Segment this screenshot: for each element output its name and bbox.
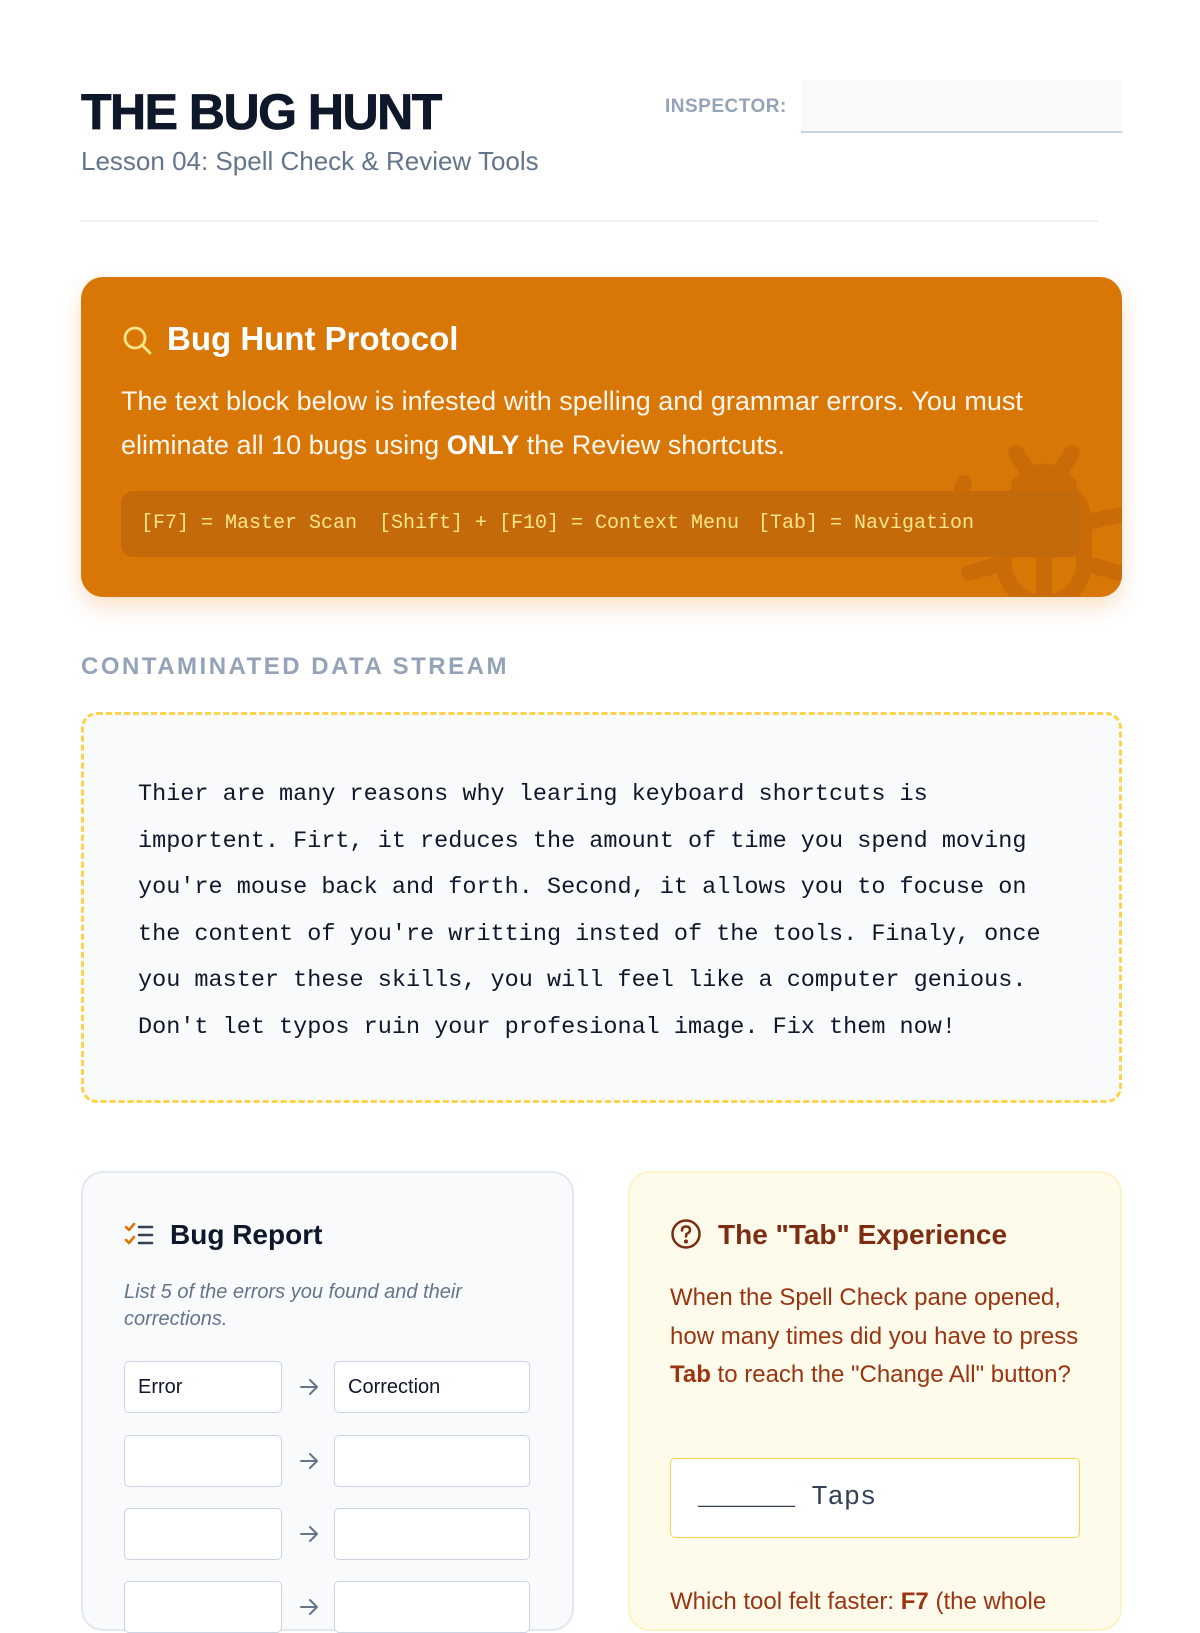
report-row [124, 1508, 534, 1560]
protocol-text-part2: the Review shortcuts. [519, 430, 785, 460]
report-row [124, 1581, 534, 1633]
stream-line: you're mouse back and forth. Second, it allows you to focuse on [138, 874, 1027, 902]
tab-question-part1: When the Spell Check pane opened, how many times did you have to press [670, 1284, 1079, 1350]
lesson-subtitle: Lesson 04: Spell Check & Review Tools [81, 146, 539, 176]
taps-unit: Taps [811, 1483, 877, 1513]
question-circle-icon [670, 1218, 702, 1250]
tab-experience-card [628, 1171, 1122, 1631]
inspector-label: INSPECTOR: [665, 96, 787, 117]
shortcut-navigation: [Tab] = Navigation [758, 512, 975, 535]
bug-report-title: Bug Report [170, 1219, 323, 1250]
error-input[interactable] [124, 1581, 282, 1633]
shortcut-master-scan: [F7] = Master Scan [141, 512, 358, 535]
protocol-text-emphasis: ONLY [446, 430, 520, 460]
checklist-icon [124, 1221, 154, 1249]
report-row [124, 1361, 534, 1413]
error-input[interactable] [124, 1435, 282, 1487]
bug-hunt-protocol-card [81, 277, 1122, 597]
shortcut-bar [121, 491, 1081, 557]
correction-input[interactable] [334, 1435, 530, 1487]
stream-line: the content of you're writting insted of the tools. Finaly, once [138, 920, 1041, 948]
arrow-right-icon [298, 1376, 320, 1398]
tab-question-part2: to reach the "Change All" button? [710, 1361, 1071, 1388]
stream-line: Thier are many reasons why learing keyboard shortcuts is [138, 781, 928, 808]
inspector-input[interactable] [801, 80, 1122, 133]
bug-report-instructions: List 5 of the errors you found and their corrections. [124, 1281, 462, 1330]
arrow-right-icon [298, 1523, 320, 1545]
shortcut-context-menu: [Shift] + [F10] = Context Menu [379, 512, 740, 535]
error-input[interactable] [124, 1361, 282, 1413]
arrow-right-icon [298, 1450, 320, 1472]
tool-question-part2: (the whole [928, 1588, 1047, 1615]
page-title: THE BUG HUNT [81, 84, 441, 140]
search-icon [121, 324, 153, 356]
correction-input[interactable] [334, 1361, 530, 1413]
protocol-text-part1: The text block below is infested with spelling and grammar errors. You must eliminate all 10 bugs using [121, 386, 1023, 460]
protocol-title: Bug Hunt Protocol [167, 320, 459, 357]
tool-question-part1: Which tool felt faster: [670, 1588, 901, 1615]
protocol-description [121, 379, 1081, 467]
stream-line: Don't let typos ruin your profesional image. Fix them now! [138, 1013, 956, 1041]
report-row [124, 1435, 534, 1487]
page-header [81, 0, 1098, 222]
correction-input[interactable] [334, 1581, 530, 1633]
correction-input[interactable] [334, 1508, 530, 1560]
tab-question [670, 1279, 1090, 1395]
stream-section-label: CONTAMINATED DATA STREAM [81, 653, 509, 680]
stream-line: importent. Firt, it reduces the amount of time you spend moving [138, 827, 1027, 855]
stream-line: you master these skills, you will feel like a computer genious. [138, 967, 1027, 995]
error-input[interactable] [124, 1508, 282, 1560]
arrow-right-icon [298, 1596, 320, 1618]
bug-report-card [81, 1171, 574, 1631]
stream-text[interactable] [138, 772, 1065, 1052]
tool-question-emphasis: F7 [900, 1588, 929, 1615]
taps-blank: ______ [698, 1483, 796, 1513]
tab-experience-title: The "Tab" Experience [718, 1219, 1008, 1250]
contaminated-data-stream [81, 712, 1122, 1103]
tab-question-emphasis: Tab [670, 1361, 711, 1388]
taps-answer-field[interactable] [670, 1458, 1080, 1538]
tool-speed-question [670, 1583, 1090, 1622]
